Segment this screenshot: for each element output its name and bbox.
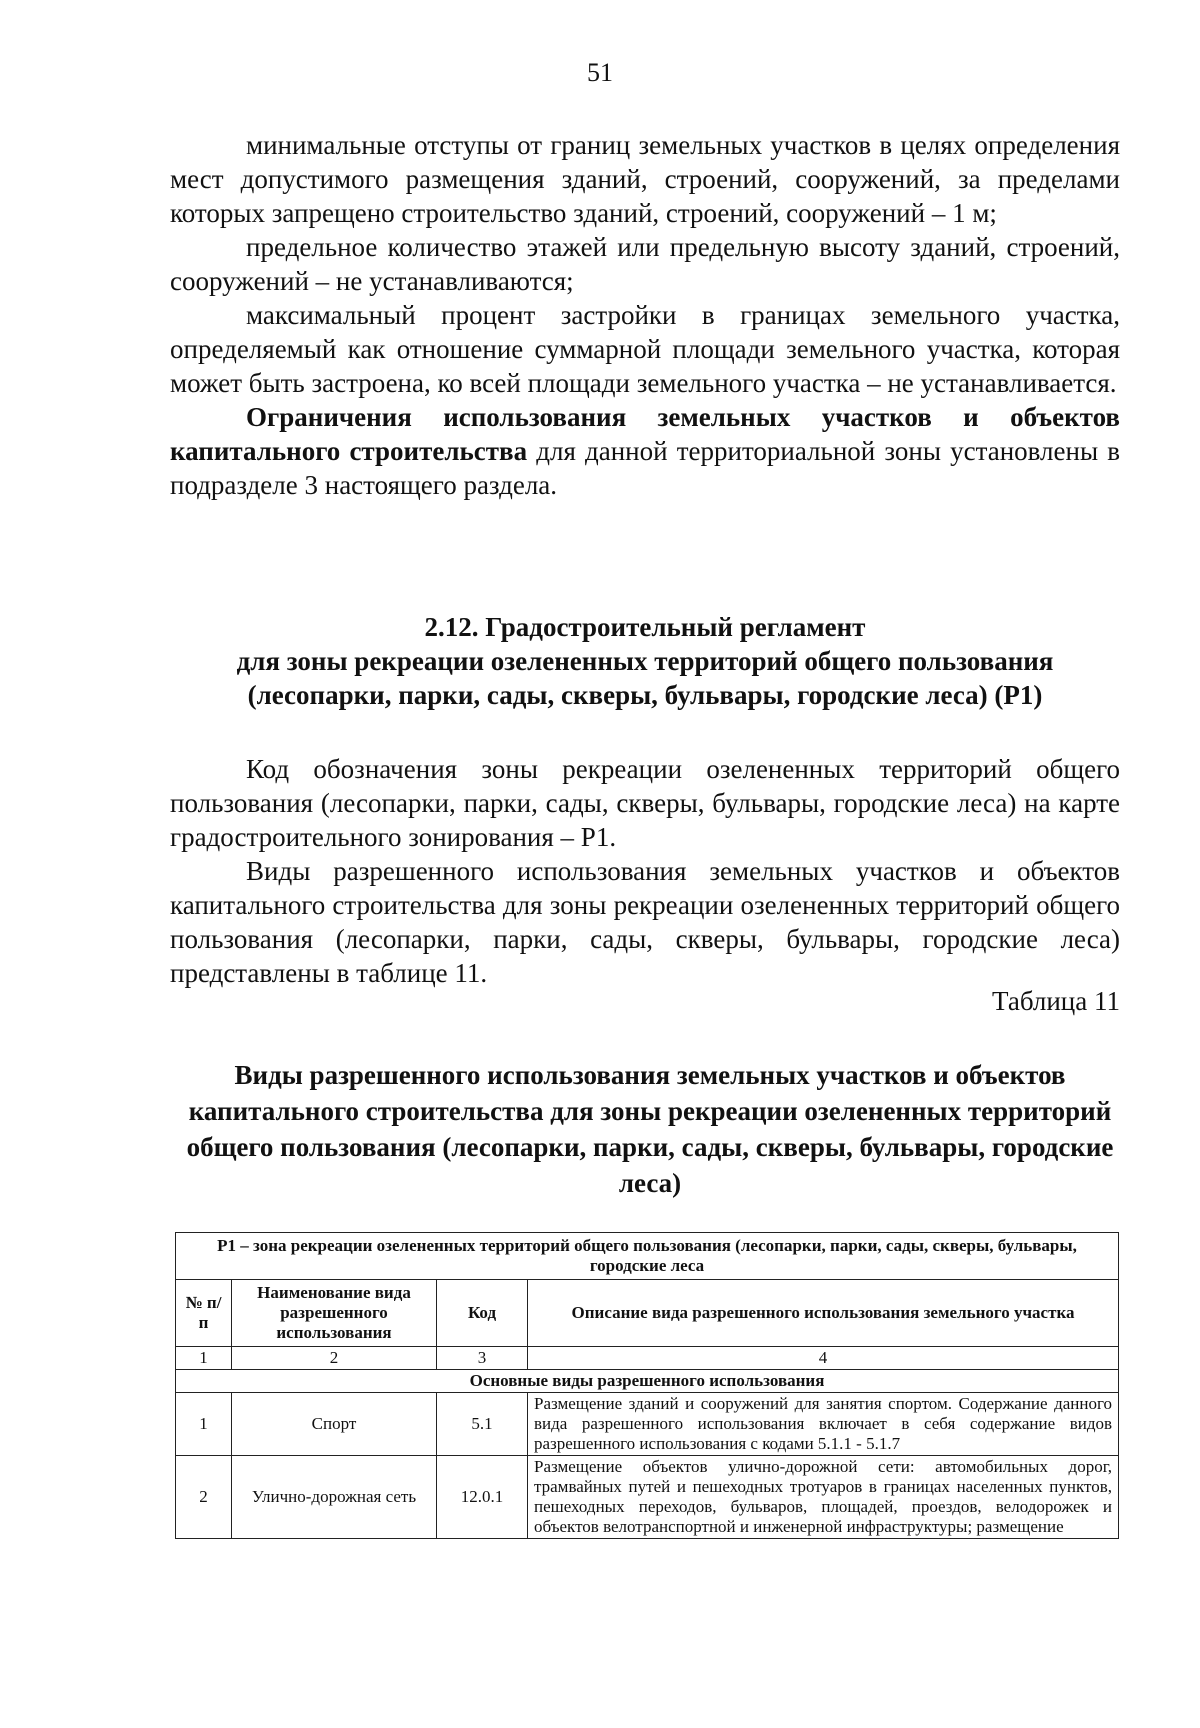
table-caption: Таблица 11 [992, 986, 1120, 1016]
row-use-name: Улично-дорожная сеть [232, 1456, 437, 1539]
paragraph-permitted-uses-intro: Виды разрешенного использования земельных участков и объектов капитального строительства для зоны рекреации озелененных территорий общего пользования (лесопарки, парки, сады, скверы, бульвары, городские леса) представлены в таблице 11. [170, 856, 1120, 988]
row-use-name: Спорт [232, 1393, 437, 1456]
zone-header-cell: Р1 – зона рекреации озелененных территорий общего пользования (лесопарки, парки, сады, скверы, бульвары, городские леса [176, 1233, 1119, 1280]
row-code: 5.1 [437, 1393, 528, 1456]
column-number-4: 4 [528, 1347, 1119, 1370]
table-row [176, 1393, 1119, 1456]
table-zone-header-row [176, 1233, 1119, 1280]
row-number: 2 [176, 1456, 232, 1539]
row-number: 1 [176, 1393, 232, 1456]
table-title: Виды разрешенного использования земельных участков и объектов капитального строительства для зоны рекреации озелененных территорий общего пользования (лесопарки, парки, сады, скверы, бульвары, городские леса) [186, 1060, 1114, 1198]
section-heading-line-1: 2.12. Градостроительный регламент [424, 612, 866, 642]
header-code: Код [437, 1280, 528, 1347]
paragraph-min-setbacks: минимальные отступы от границ земельных участков в целях определения мест допустимого размещения зданий, строений, сооружений, за пределами которых запрещено строительство зданий, строений, сооружений – 1 м; [170, 130, 1120, 228]
table-group-row [176, 1370, 1119, 1393]
paragraph-max-coverage: максимальный процент застройки в границах земельного участка, определяемый как отношение суммарной площади земельного участка, которая может быть застроена, ко всей площади земельного участка – не устанавливается. [170, 300, 1120, 398]
row-code: 12.0.1 [437, 1456, 528, 1539]
header-number: № п/п [176, 1280, 232, 1347]
row-description: Размещение объектов улично-дорожной сети: автомобильных дорог, трамвайных путей и пешеходных тротуаров в границах населенных пунктов, пешеходных переходов, бульваров, площадей, проездов, велодорожек и объектов велотранспортной и инженерной инфраструктуры; размещение [528, 1456, 1119, 1539]
section-body [170, 752, 1120, 990]
restrictions-bold-text: Ограничения использования земельных участков и объектов капитального строительства [170, 402, 1120, 466]
permitted-uses-table [175, 1232, 1119, 1539]
regulation-parameters [170, 128, 1120, 502]
column-number-1: 1 [176, 1347, 232, 1370]
column-number-3: 3 [437, 1347, 528, 1370]
row-description: Размещение зданий и сооружений для занятия спортом. Содержание данного вида разрешенного использования включает в себя содержание видов разрешенного использования с кодами 5.1.1 - 5.1.7 [528, 1393, 1119, 1456]
restrictions-text: для данной территориальной зоны установлены в подразделе 3 настоящего раздела. [170, 436, 1120, 500]
paragraph-max-floors: предельное количество этажей или предельную высоту зданий, строений, сооружений – не устанавливаются; [170, 232, 1120, 296]
paragraph-zone-code: Код обозначения зоны рекреации озелененных территорий общего пользования (лесопарки, парки, сады, скверы, бульвары, городские леса) на карте градостроительного зонирования – Р1. [170, 754, 1120, 852]
group-label-main-uses: Основные виды разрешенного использования [176, 1370, 1119, 1393]
section-heading-line-3: (лесопарки, парки, сады, скверы, бульвары, городские леса) (Р1) [247, 680, 1043, 710]
page-number: 51 [587, 58, 613, 87]
header-use-name: Наименование вида разрешенного использования [232, 1280, 437, 1347]
section-heading-line-2: для зоны рекреации озелененных территорий общего пользования [236, 646, 1054, 676]
table-column-numbers-row [176, 1347, 1119, 1370]
paragraph-restrictions [170, 400, 1120, 502]
header-description: Описание вида разрешенного использования земельного участка [528, 1280, 1119, 1347]
table-row [176, 1456, 1119, 1539]
table-header-row [176, 1280, 1119, 1347]
column-number-2: 2 [232, 1347, 437, 1370]
